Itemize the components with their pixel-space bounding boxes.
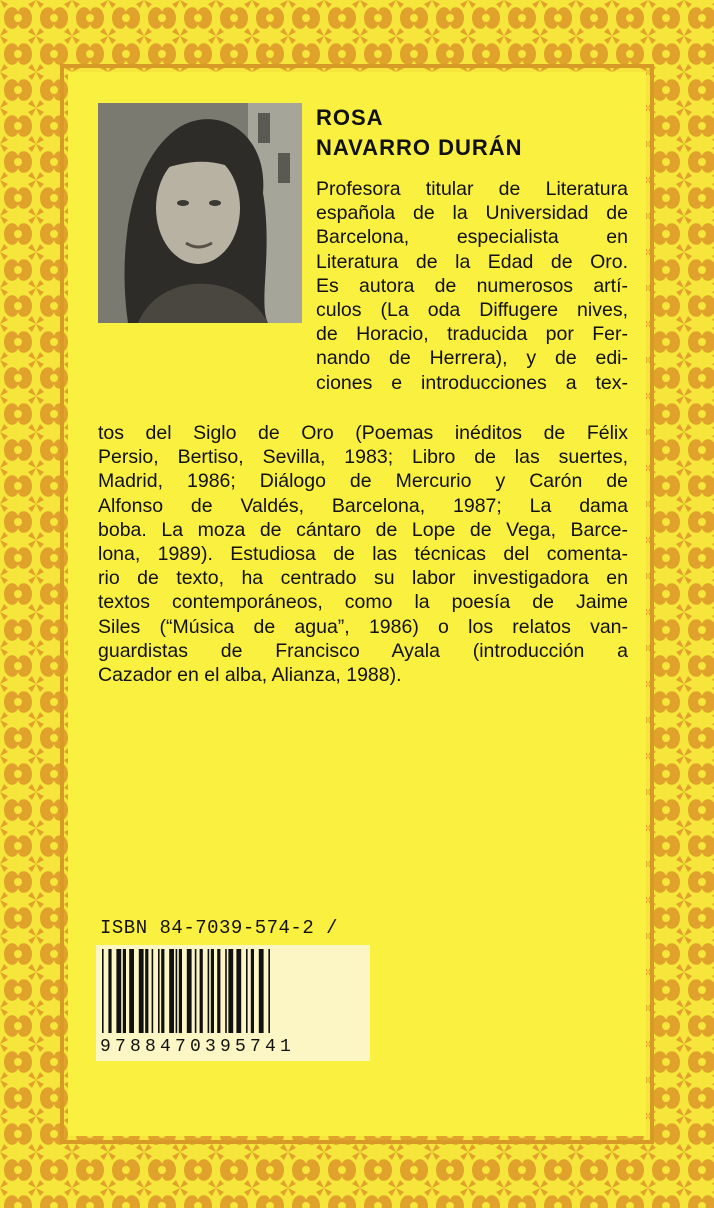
barcode-bar: [176, 949, 178, 1033]
barcode-bar: [225, 949, 227, 1033]
barcode-bar: [108, 949, 111, 1033]
bio-line: Cazador en el alba, Alianza, 1988).: [98, 664, 402, 687]
bio-narrow-column: [316, 177, 628, 395]
bio-line: Profesora titular de Literatura: [316, 178, 628, 200]
barcode-bar: [116, 949, 121, 1033]
barcode-bar: [102, 949, 104, 1033]
bio-line: ciones e introducciones a tex-: [316, 371, 628, 394]
bio-line: culos (La oda Diffugere nives,: [316, 299, 628, 322]
bio-line: Madrid, 1986; Diálogo de Mercurio y Carón de: [98, 470, 628, 493]
barcode-bar: [152, 949, 154, 1033]
barcode-bar: [179, 949, 182, 1033]
barcode-bars: [96, 945, 370, 1035]
barcode-bar: [169, 949, 174, 1033]
bio-line: Siles (“Música de agua”, 1986) o los relatos van-: [98, 615, 628, 638]
barcode-digits: 9788470395741: [100, 1037, 296, 1057]
barcode-bar: [123, 949, 126, 1033]
barcode-bar: [251, 949, 254, 1033]
bio-line: guardistas de Francisco Ayala (introducción a: [98, 639, 628, 662]
author-first-name: ROSA: [316, 105, 384, 130]
bio-line: Es autora de numerosos artí-: [316, 274, 628, 297]
barcode-bar: [246, 949, 248, 1033]
barcode-bar: [211, 949, 214, 1033]
barcode-bar: [228, 949, 233, 1033]
bio-line: española de la Universidad de: [316, 202, 628, 225]
bio-line: rio de texto, ha centrado su labor investigadora en: [98, 567, 628, 590]
barcode-bar: [139, 949, 144, 1033]
barcode-bar: [217, 949, 220, 1033]
bio-line: boba. La moza de cántaro de Lope de Vega, Barce-: [98, 518, 628, 541]
barcode-bar: [158, 949, 160, 1033]
bio-line: textos contemporáneos, como la poesía de Jaime: [98, 591, 628, 614]
author-portrait-icon: [98, 103, 302, 323]
bio-wide-column: [98, 421, 628, 687]
author-last-name: NAVARRO DURÁN: [316, 135, 523, 160]
bio-line: Persio, Bertiso, Sevilla, 1983; Libro de las suertes,: [98, 446, 628, 469]
author-name: [316, 103, 523, 163]
bio-line: Barcelona, especialista en: [316, 226, 628, 249]
bio-line: Literatura de la Edad de Oro.: [316, 250, 628, 273]
barcode-bar: [145, 949, 148, 1033]
barcode-bar: [187, 949, 192, 1033]
barcode-bar: [259, 949, 264, 1033]
author-photo: [98, 103, 302, 323]
barcode-bar: [195, 949, 197, 1033]
bio-line: nando de Herrera), y de edi-: [316, 347, 628, 370]
bio-line: lona, 1989). Estudiosa de las técnicas del comenta-: [98, 543, 628, 566]
barcode-bar: [268, 949, 270, 1033]
bio-line: de Horacio, traducida por Fer-: [316, 323, 628, 346]
barcode-bar: [200, 949, 203, 1033]
barcode-bar: [129, 949, 134, 1033]
isbn-label: ISBN 84-7039-574-2 /: [100, 917, 339, 939]
barcode-bar: [161, 949, 164, 1033]
barcode-bar: [236, 949, 241, 1033]
bio-line: Alfonso de Valdés, Barcelona, 1987; La dama: [98, 494, 628, 517]
bio-line: tos del Siglo de Oro (Poemas inéditos de Félix: [98, 422, 628, 444]
barcode-bar: [208, 949, 210, 1033]
